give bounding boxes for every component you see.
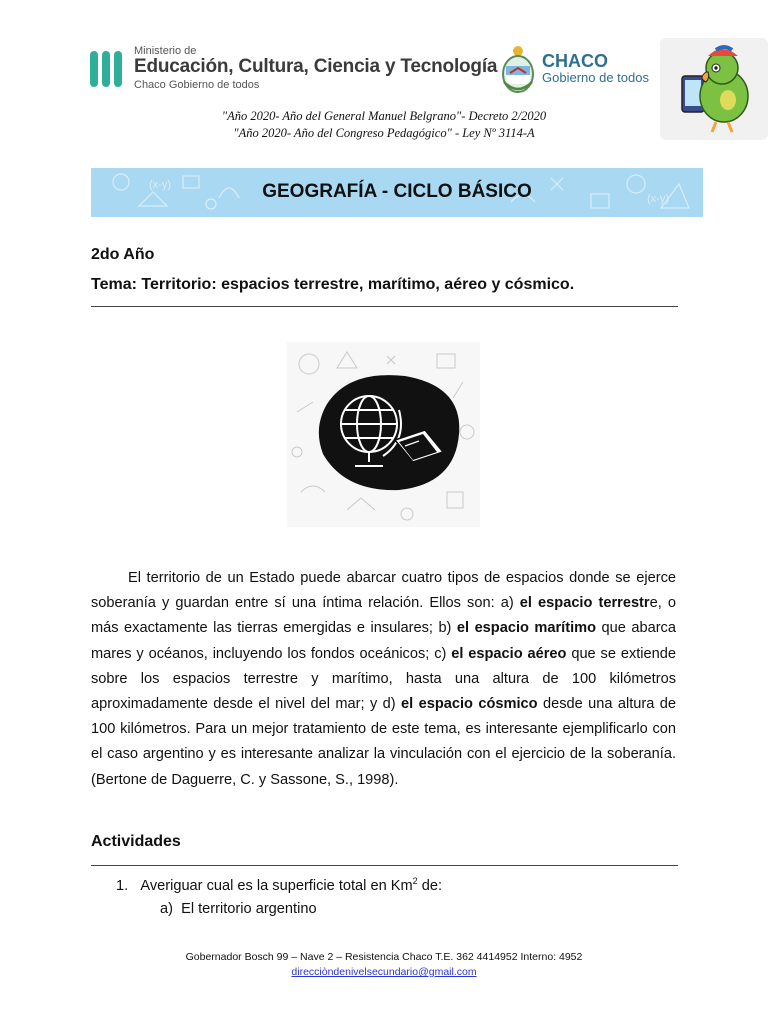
- decree-quote: "Año 2020- Año del General Manuel Belgrano"- Decreto 2/2020: [221, 109, 547, 123]
- footer-email-link[interactable]: direcciòndenivelsecundario@gmail.com: [291, 966, 477, 978]
- footer-address: Gobernador Bosch 99 – Nave 2 – Resistencia Chaco T.E. 362 4414952 Interno: 4952: [185, 951, 583, 963]
- school-year: 2do Año: [91, 246, 155, 263]
- globe-and-book-icon: [287, 342, 480, 527]
- svg-text:(x-y): (x-y): [647, 193, 669, 205]
- footer-email-line: [0, 966, 768, 978]
- ministry-logo: [90, 45, 498, 95]
- paragraph-text-4: que se extiende sobre los espacios terrestre y marítimo, hasta una altura de 100 kilómetros aproximadamente desde el nivel del mar; y d): [91, 645, 677, 713]
- term-maritime: el espacio marítimo: [456, 620, 597, 637]
- ministry-name: Educación, Cultura, Ciencia y Tecnología: [134, 56, 498, 77]
- item-text: Averiguar cual es la superficie total en Km: [140, 877, 413, 894]
- subject-banner: [91, 168, 703, 217]
- body-paragraph: [91, 566, 676, 793]
- svg-text:(x-y): (x-y): [149, 179, 171, 191]
- mascot-image: [660, 38, 768, 140]
- parrot-mascot-icon: [660, 38, 768, 140]
- subject-title: GEOGRAFÍA - CICLO BÁSICO: [262, 181, 532, 202]
- divider: [91, 865, 678, 866]
- ministry-subtitle: Chaco Gobierno de todos: [134, 79, 260, 91]
- activity-item-1: [116, 876, 442, 894]
- term-cosmic: el espacio cósmico: [401, 696, 538, 713]
- term-terrestrial: el espacio terrestr: [519, 595, 650, 612]
- chaco-subtitle: Gobierno de todos: [542, 70, 649, 85]
- divider: [91, 306, 678, 307]
- term-aerial: el espacio aéreo: [451, 645, 567, 662]
- chaco-logo: [500, 42, 660, 98]
- item-text-end: de:: [417, 877, 442, 894]
- paragraph-text-2: e, o más exactamente las tierras emergidas e insulares; b): [91, 595, 676, 637]
- ministry-logo-icon: [90, 51, 124, 87]
- topic-title: Tema: Territorio: espacios terrestre, marítimo, aéreo y cósmico.: [91, 276, 575, 293]
- activities-heading: Actividades: [91, 833, 181, 850]
- globe-illustration: [287, 342, 480, 527]
- subitem-letter: a): [160, 901, 173, 917]
- chaco-title: CHACO: [542, 51, 608, 71]
- paragraph-text-1: El territorio de un Estado puede abarcar cuatro tipos de espacios donde se ejerce soberanía y guardan entre sí una íntima relación. Ellos son: a): [91, 570, 676, 612]
- paragraph-text-3: que abarca mares y océanos, incluyendo los fondos oceánicos; c): [91, 620, 676, 662]
- item-number: 1.: [116, 877, 129, 894]
- paragraph-text-5: desde una altura de 100 kilómetros. Para un mejor tratamiento de este tema, es interesante ejemplificarlo con el caso argentino y es interesante analizar la vinculación con el ejercicio de la soberanía. (Bertone de Daguerre, C. y Sassone, S., 1998).: [91, 696, 677, 788]
- activity-subitem-a: [160, 901, 317, 917]
- law-quote: "Año 2020- Año del Congreso Pedagógico" - Ley Nº 3114-A: [233, 126, 535, 140]
- chaco-coat-of-arms-icon: [500, 42, 536, 96]
- ministry-label: Ministerio de: [134, 45, 197, 57]
- superscript-2: 2: [412, 876, 418, 886]
- subitem-text: El territorio argentino: [181, 901, 317, 917]
